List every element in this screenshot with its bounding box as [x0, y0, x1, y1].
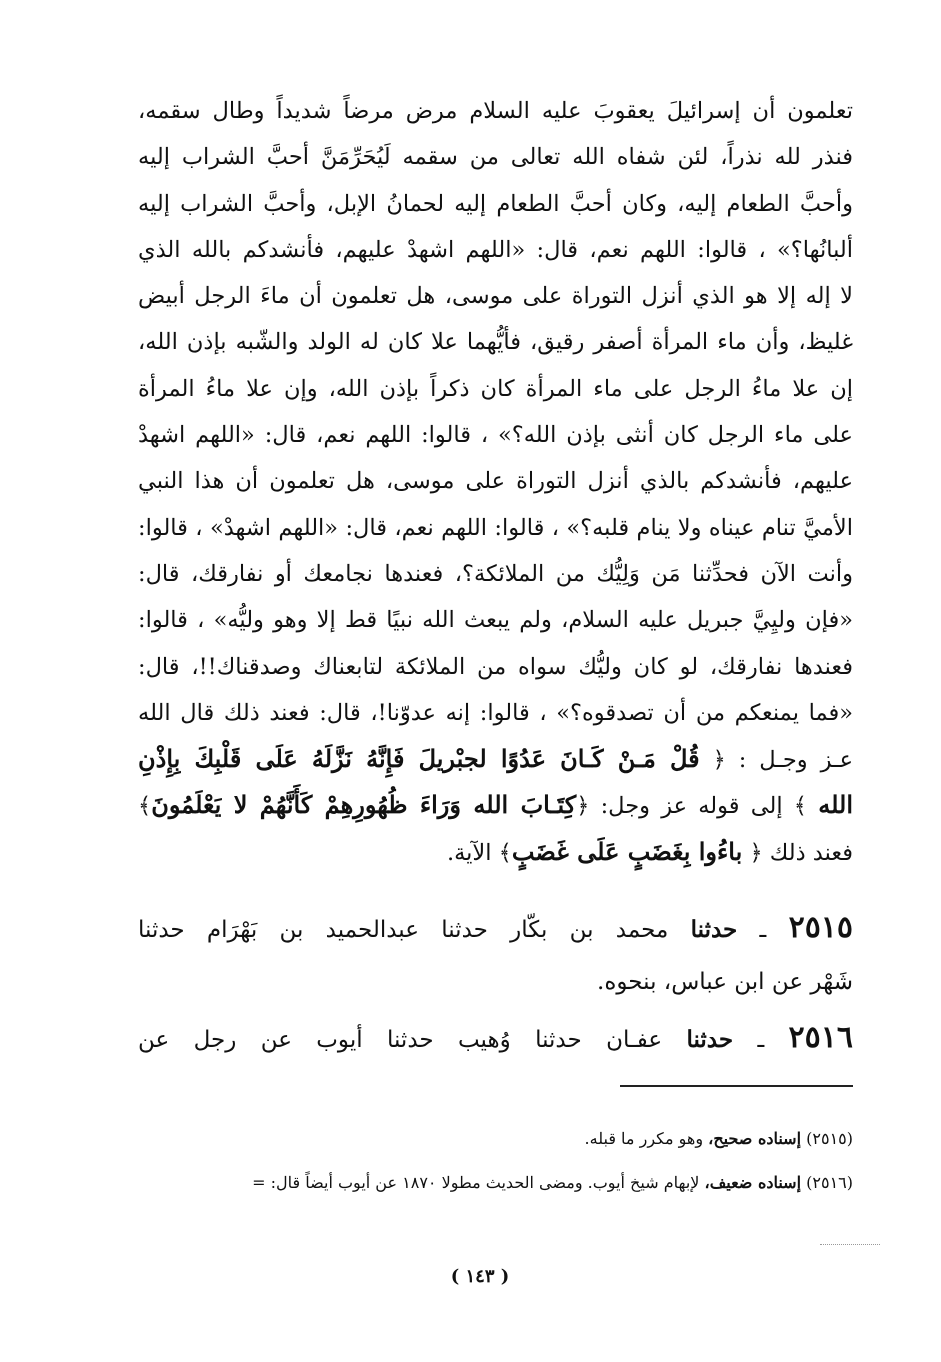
hadith-line: شَهْر عن ابن عباس، بنحوه.	[597, 969, 853, 995]
footnote-2516	[138, 1172, 853, 1194]
hadith-text: محمد بن بكّار حدثنا عبدالحميد بن بَهْرَام حدثنا	[138, 917, 669, 943]
page-number: ( ١٤٣ )	[450, 1266, 510, 1287]
hadith-line	[138, 902, 853, 956]
text-line: فعندها نفارقك، لو كان وليُّك سواه من الملائكة لتابعناك وصدقناك!!، قال:	[138, 653, 853, 680]
haddathana: حدثنا	[690, 916, 738, 943]
quran-line	[138, 782, 853, 828]
scan-specks	[820, 1244, 880, 1249]
quran-connector: ﴾ إلى قوله عز وجل: ﴿	[576, 793, 807, 820]
quran-line	[138, 829, 853, 875]
hadith-2515	[138, 902, 853, 1008]
text-line: «فما يمنعكم من أن تصدقوه؟» ، قالوا: إنه عدوّنا!، قال: فعند ذلك قال الله	[138, 699, 853, 726]
text-line: لا إله إلا هو الذي أنزل التوراة على موسى، هل تعلمون أن ماءَ الرجل أبيض	[138, 283, 853, 310]
text-line: غليظ، وأن ماء المرأة أصفر رقيق، فأيُّهما علا كان له الولد والشّبه بإذن الله،	[138, 329, 853, 356]
quran-verse: قُلْ مَـنْ كَـانَ عَدُوًا لجبْريلَ فَإِنَّهُ نَزَّلَهُ عَلَى قَلْبِكَ بِإِذْنِ	[138, 744, 700, 774]
text-line: وأحبَّ الطعام إليه، وكان أحبَّ الطعام إليه لحمانُ الإبل، وأحبَّ الشراب إليه	[138, 190, 853, 217]
quran-line	[138, 736, 853, 782]
text-line: تعلمون أن إسرائيلَ يعقوبَ عليه السلام مرض مرضاً شديداً وطال سقمه،	[138, 98, 853, 124]
main-text-block	[138, 88, 853, 875]
text-line: الأميَّ تنام عيناه ولا ينام قلبه؟» ، قالوا: اللهم نعم، قال: «اللهم اشهدْ» ، قالوا:	[138, 514, 853, 541]
quran-suffix: ﴾ الآية.	[446, 839, 512, 866]
quran-verse: باءُوا بِغَضَبٍ عَلَى غَضَبٍ	[511, 836, 743, 866]
quran-prefix: عـز وجـل : ﴿	[712, 747, 853, 774]
hadith-dash: ـ	[759, 917, 767, 943]
footnote-text: لإبهام شيخ أيوب. ومضى الحديث مطولا ١٨٧٠ عن أيوب أيضاً قال: =	[252, 1173, 700, 1192]
text-line: ألبانُها؟» ، قالوا: اللهم نعم، قال: «اللهم اشهدْ عليهم، فأنشدكم بالله الذي	[138, 236, 853, 263]
hadith-text: عفـان حدثنا وُهيب حدثنا أيوب عن رجل عن	[138, 1027, 663, 1053]
footnote-grade: إسناده صحيح،	[708, 1129, 802, 1148]
hadith-line	[138, 1012, 853, 1066]
text-line: على ماء الرجل كان أنثى بإذن الله؟» ، قالوا: اللهم نعم، قال: «اللهم اشهدْ	[138, 422, 853, 449]
hadith-dash: ـ	[757, 1027, 765, 1053]
hadith-2516	[138, 1012, 853, 1066]
hadith-number: ٢٥١٥	[788, 910, 853, 945]
quran-prefix: فعند ذلك ﴿	[749, 839, 853, 866]
text-line: «فإن وليِيَّ جبريل عليه السلام، ولم يبعث الله نبيًا قط إلا وهو وليُّه» ، قالوا:	[138, 607, 853, 634]
text-line: عليهم، فأنشدكم بالذي أنزل التوراة على موسى، هل تعلمون أن هذا النبي	[138, 468, 853, 495]
haddathana: حدثنا	[686, 1026, 734, 1053]
quran-bracket: ﴾	[138, 793, 152, 820]
footnote-grade: إسناده ضعيف،	[704, 1173, 802, 1192]
quran-verse: كِتَـابَ الله وَرَاءَ ظُهُورِهِمْ كَأَنَّهُمْ لا يَعْلَمُونَ	[151, 790, 577, 820]
footnote-separator	[620, 1085, 853, 1087]
text-line: فنذر لله نذراً، لئن شفاه الله تعالى من سقمه لَيُحَرِّمَنَّ أحبَّ الشراب إليه	[138, 144, 853, 171]
footnote-text: وهو مكرر ما قبله.	[584, 1129, 704, 1148]
hadith-number: ٢٥١٦	[788, 1020, 853, 1055]
quran-verse: الله	[818, 790, 853, 820]
text-line: إن علا ماءُ الرجل على ماء المرأة كان ذكراً بإذن الله، وإن علا ماءُ المرأة	[138, 375, 853, 402]
footnote-2515	[138, 1128, 853, 1150]
footnote-number: (٢٥١٥)	[806, 1129, 853, 1148]
text-line: وأنت الآن فحدِّثنا مَن وَلِيُّك من الملائكة؟، فعندها نجامعك أو نفارقك، قال:	[138, 560, 853, 587]
footnote-number: (٢٥١٦)	[806, 1173, 853, 1192]
